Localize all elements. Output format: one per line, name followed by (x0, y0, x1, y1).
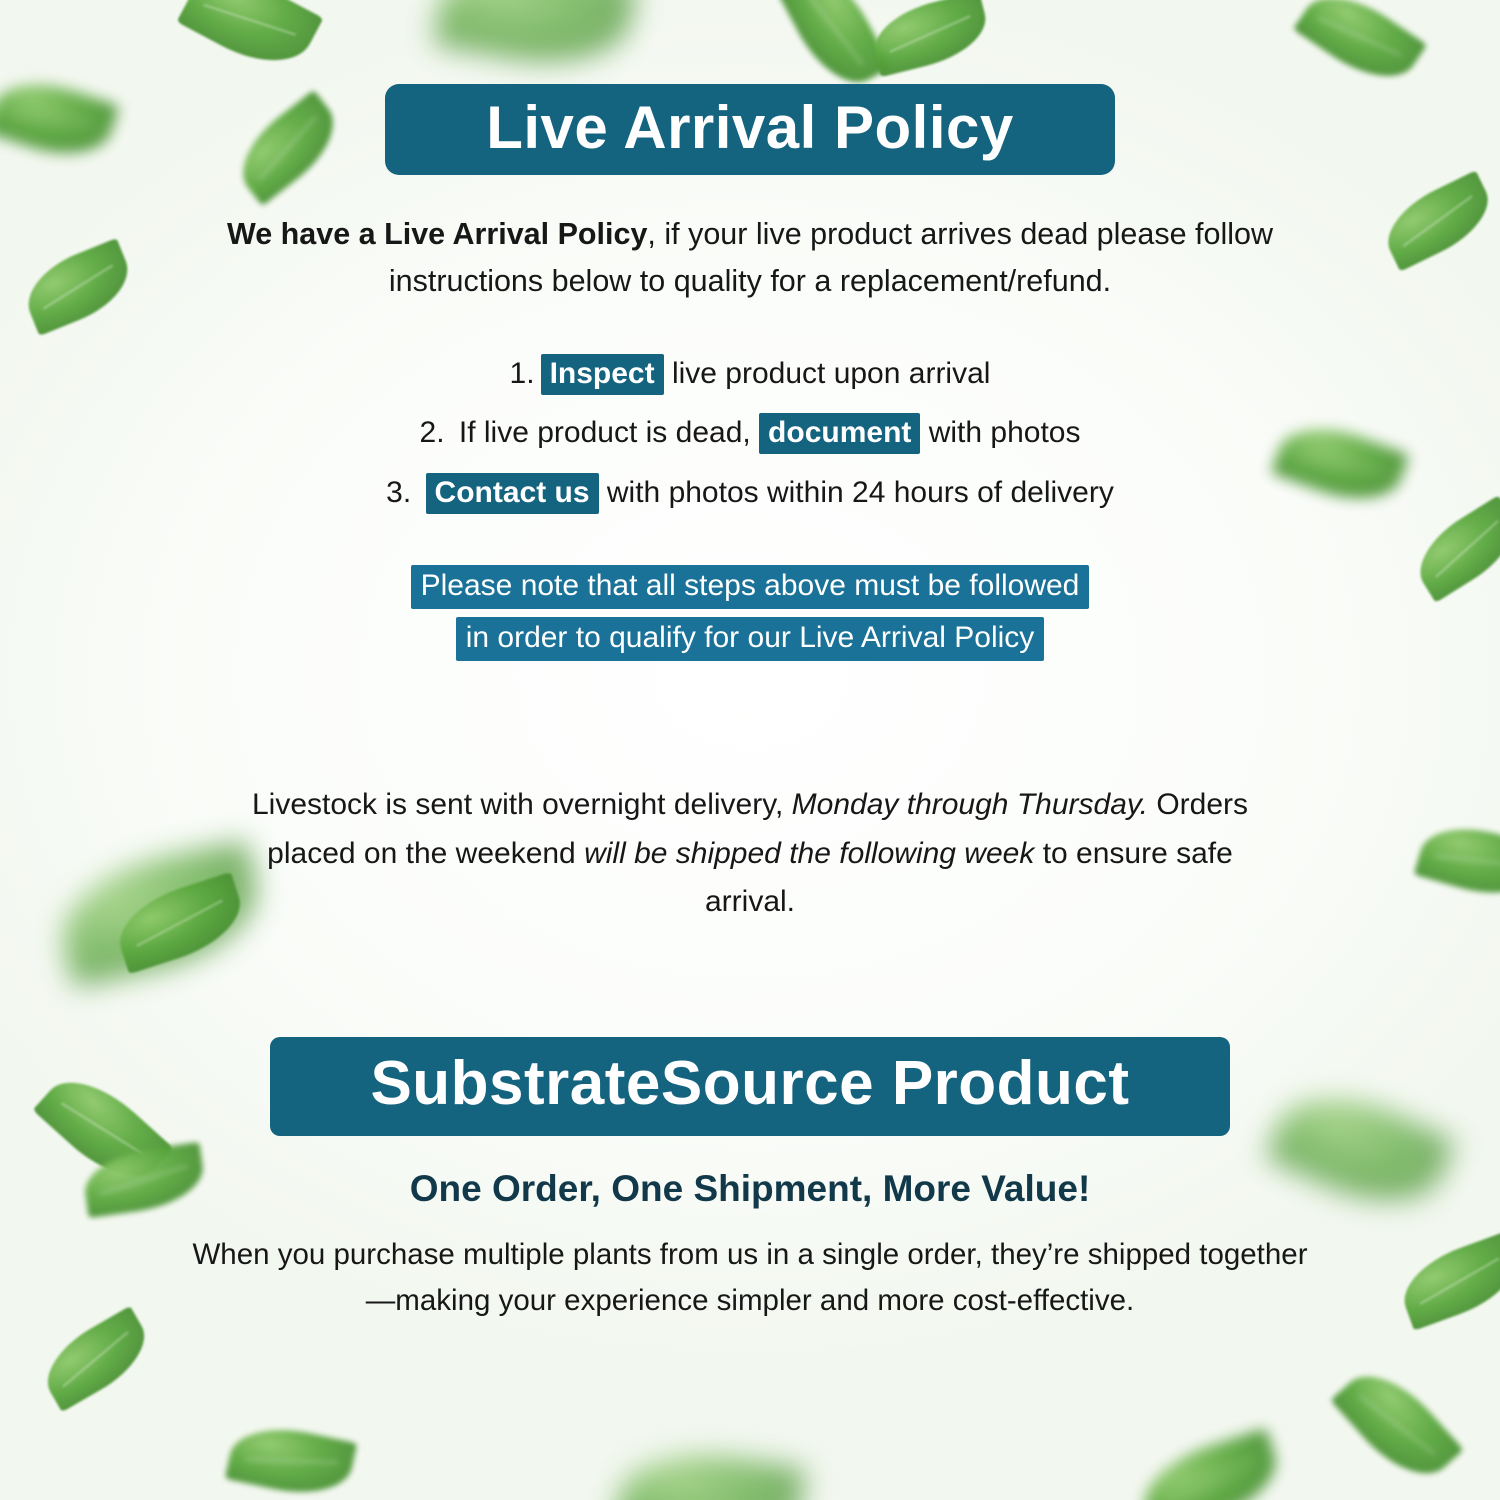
shipping-line2-italic: will be shipped the following week (584, 836, 1035, 870)
policy-note (150, 560, 1350, 663)
step-text-before (417, 476, 425, 509)
shipping-line1-plain: Livestock is sent with overnight delivery, (251, 788, 792, 822)
step-highlight: Inspect (541, 354, 664, 395)
product-description: When you purchase multiple plants from us in a single order, they’re shipped together—making your experience simpler and more cost-effective. (192, 1238, 1308, 1317)
step-highlight: Contact us (426, 473, 599, 514)
shipping-line2-plain: Orders placed on the weekend (267, 788, 1249, 870)
intro-lead: We have a Live Arrival Policy (226, 217, 648, 251)
step-number: 1. (509, 356, 535, 390)
policy-note-line-1: Please note that all steps above must be followed (411, 565, 1090, 609)
step-number: 2. (419, 416, 445, 450)
step-text-before: If live product is dead, (450, 416, 760, 450)
page-title: Live Arrival Policy (385, 84, 1115, 175)
steps-list (150, 358, 1350, 509)
intro-rest: , if your live product arrives dead please follow instructions below to quality for a replacement/refund. (388, 217, 1273, 299)
shipping-line1-italic: Monday through Thursday. (791, 788, 1148, 822)
step-number: 3. (386, 475, 412, 509)
intro-paragraph (180, 211, 1320, 306)
policy-note-line-2: in order to qualify for our Live Arrival Policy (456, 617, 1045, 661)
shipping-line3: to ensure safe arrival. (704, 836, 1233, 919)
step-text: with photos within 24 hours of delivery (598, 475, 1114, 509)
step-text: live product upon arrival (663, 356, 991, 390)
list-item (150, 358, 1350, 390)
step-text: with photos (920, 416, 1081, 450)
product-tagline: One Order, One Shipment, More Value! (409, 1168, 1091, 1210)
list-item (150, 417, 1350, 449)
step-highlight: document (759, 413, 920, 454)
list-item (150, 477, 1350, 509)
shipping-paragraph (220, 781, 1280, 927)
product-section-title: SubstrateSource Product (270, 1037, 1230, 1136)
